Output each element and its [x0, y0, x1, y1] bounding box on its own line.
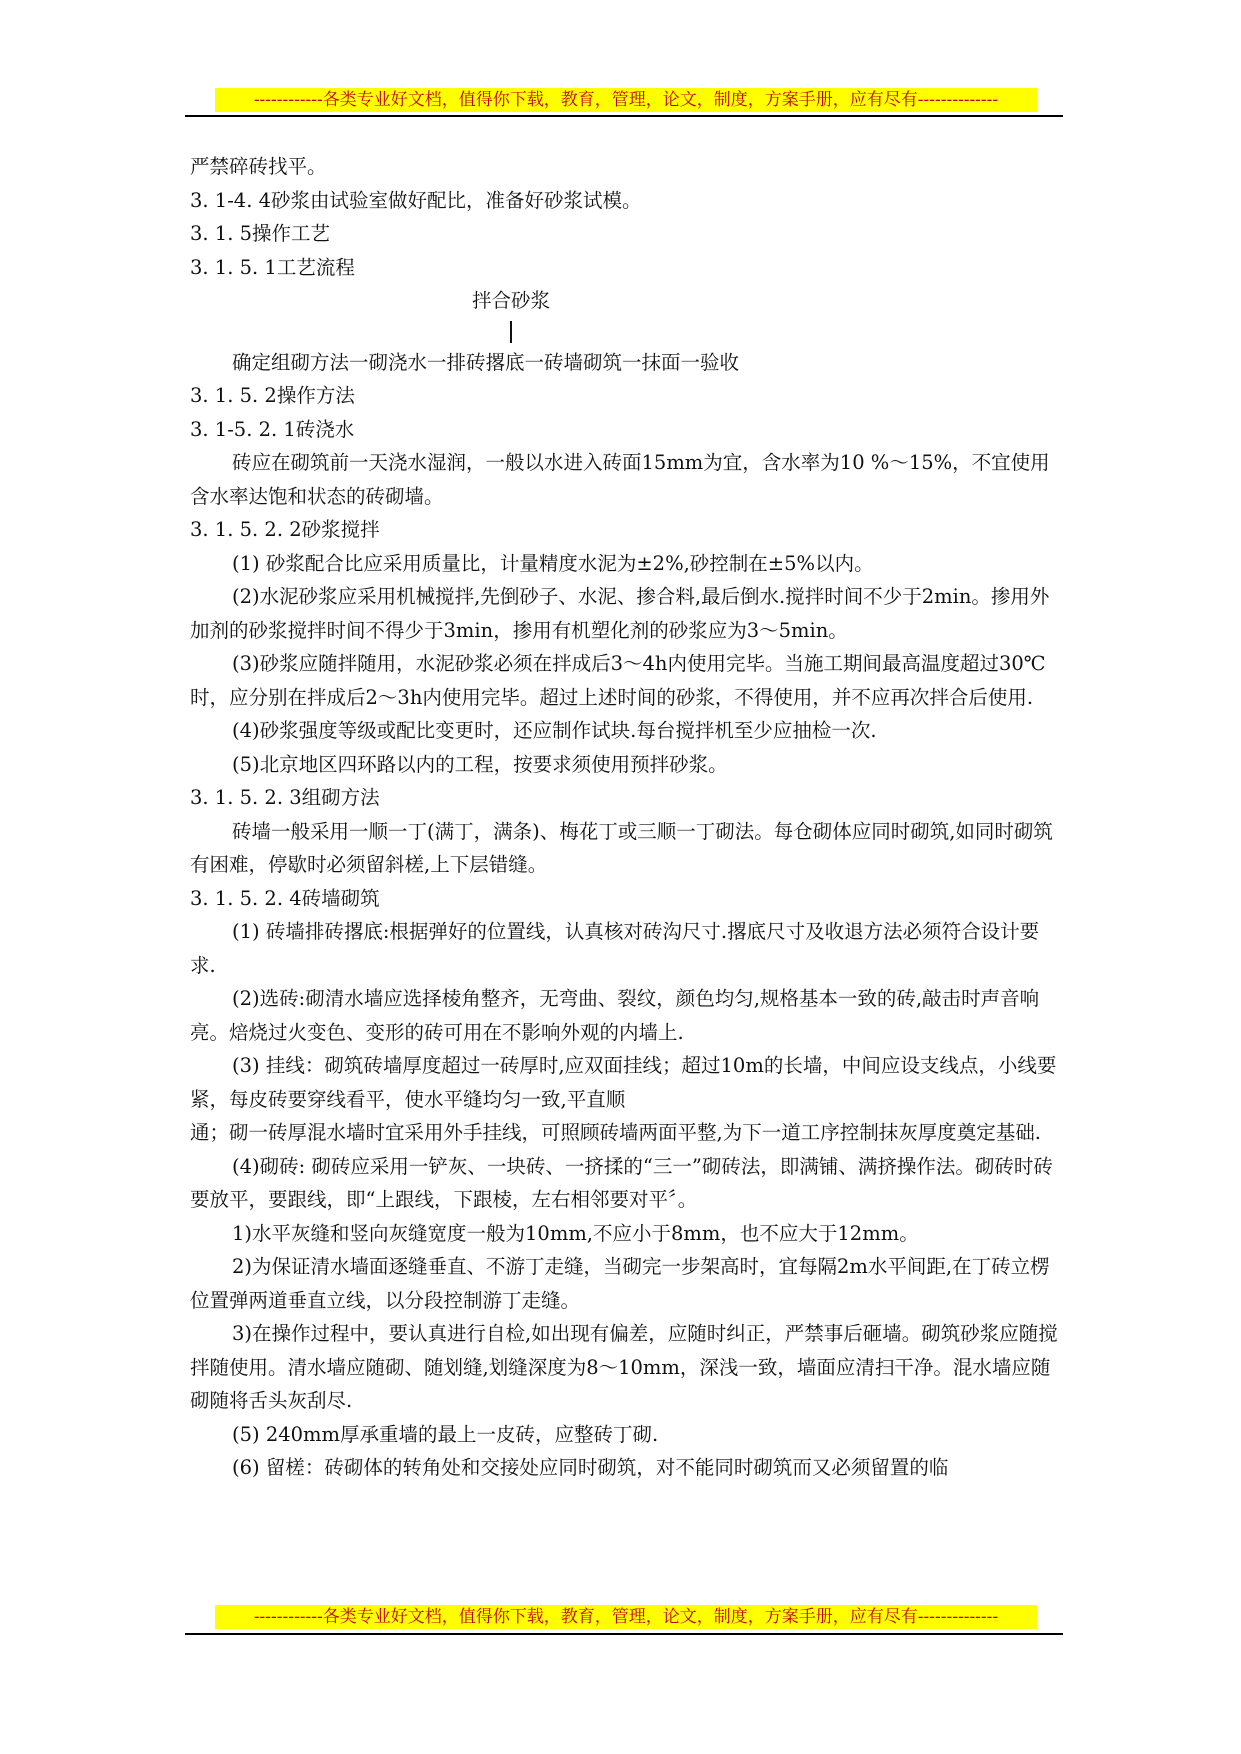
- section-heading: 3. 1. 5. 1工艺流程: [190, 255, 355, 279]
- paragraph: (5) 240mm厚承重墙的最上一皮砖，应整砖丁砌.: [232, 1422, 659, 1446]
- flow-connector: [190, 318, 1062, 346]
- paragraph: (3)砂浆应随拌随用，水泥砂浆必须在拌成后3～4h内使用完毕。当施工期间最高温度超过30℃时，应分别在拌成后2～3h内使用完毕。超过上述时间的砂浆，不得使用，并不应再次拌合后使用.: [190, 652, 1046, 709]
- paragraph: (1) 砂浆配合比应采用质量比，计量精度水泥为±2%,砂控制在±5%以内。: [232, 551, 874, 575]
- section-heading: 3. 1. 5. 2. 3组砌方法: [190, 786, 380, 809]
- section-heading: 3. 1. 5操作工艺: [190, 222, 331, 245]
- section-heading: 3. 1. 5. 2操作方法: [190, 384, 355, 407]
- paragraph: 1)水平灰缝和竖向灰缝宽度一般为10mm,不应小于8mm，也不应大于12mm。: [232, 1221, 919, 1245]
- paragraph: (4)砌砖: 砌砖应采用一铲灰、一块砖、一挤揉的“三一”砌砖法，即满铺、满挤操作法。砌砖时砖要放平，要跟线，即“上跟线，下跟棱，左右相邻要对平〞。: [190, 1154, 1053, 1211]
- paragraph: (4)砂浆强度等级或配比变更时，还应制作试块.每台搅拌机至少应抽检一次.: [232, 719, 877, 742]
- footer-banner: ------------各类专业好文档，值得你下载，教育，管理，论文，制度，方案手册，应有尽有--------------: [215, 1605, 1037, 1629]
- paragraph: 2)为保证清水墙面逐缝垂直、不游丁走缝，当砌完一步架高时，宜每隔2m水平间距,在丁砖立楞位置弹两道垂直立线，以分段控制游丁走缝。: [190, 1255, 1050, 1312]
- flow-main-steps: 确定组砌方法一砌浇水一排砖撂底一砖墙砌筑一抹面一验收: [232, 350, 740, 374]
- doc-line: 3. 1-4. 4砂浆由试验室做好配比，准备好砂浆试模。: [190, 188, 642, 212]
- paragraph: 砖应在砌筑前一天浇水湿润，一般以水进入砖面15mm为宜，含水率为10 %～15%，不宜使用含水率达饱和状态的砖砌墙。: [190, 451, 1050, 508]
- section-heading: 3. 1-5. 2. 1砖浇水: [190, 417, 355, 441]
- paragraph: (3) 挂线：砌筑砖墙厚度超过一砖厚时,应双面挂线；超过10m的长墙，中间应设支线点，小线要紧，每皮砖要穿线看平，使水平缝均匀一致,平直顺: [190, 1054, 1057, 1111]
- paragraph: 通；砌一砖厚混水墙时宜采用外手挂线，可照顾砖墙两面平整,为下一道工序控制抹灰厚度奠定基础.: [190, 1121, 1041, 1144]
- doc-line: 严禁碎砖找平。: [190, 155, 327, 178]
- paragraph: (2)选砖:砌清水墙应选择棱角整齐，无弯曲、裂纹，颜色均匀,规格基本一致的砖,敲击时声音响亮。焙烧过火变色、变形的砖可用在不影响外观的内墙上.: [190, 987, 1040, 1044]
- footer-rule: [185, 1633, 1063, 1635]
- document-body: [190, 150, 1062, 1485]
- section-heading: 3. 1. 5. 2. 2砂浆搅拌: [190, 518, 380, 541]
- section-heading: 3. 1. 5. 2. 4砖墙砌筑: [190, 886, 380, 910]
- paragraph: (2)水泥砂浆应采用机械搅拌,先倒砂子、水泥、掺合料,最后倒水.搅拌时间不少于2min。掺用外加剂的砂浆搅拌时间不得少于3min，掺用有机塑化剂的砂浆应为3～5min。: [190, 585, 1050, 642]
- paragraph: (5)北京地区四环路以内的工程，按要求须使用预拌砂浆。: [232, 752, 728, 776]
- paragraph: (6) 留槎：砖砌体的转角处和交接处应同时砌筑，对不能同时砌筑而又必须留置的临: [232, 1456, 949, 1479]
- flow-top-step: 拌合砂浆: [472, 289, 551, 312]
- header-banner: ------------各类专业好文档，值得你下载，教育，管理，论文，制度，方案手册，应有尽有--------------: [215, 88, 1037, 112]
- paragraph: 砖墙一般采用一顺一丁(满丁，满条)、梅花丁或三顺一丁砌法。每仓砌体应同时砌筑,如同时砌筑有困难，停歇时必须留斜槎,上下层错缝。: [190, 819, 1053, 876]
- paragraph: 3)在操作过程中，要认真进行自检,如出现有偏差，应随时纠正，严禁事后砸墙。砌筑砂浆应随搅拌随使用。清水墙应随砌、随划缝,划缝深度为8～10mm，深浅一致，墙面应清扫干净。混水墙应随砌随将舌头灰刮尽.: [190, 1322, 1058, 1412]
- header-rule: [185, 115, 1063, 117]
- paragraph: (1) 砖墙排砖撂底:根据弹好的位置线，认真核对砖沟尺寸.撂底尺寸及收退方法必须符合设计要求.: [190, 920, 1040, 977]
